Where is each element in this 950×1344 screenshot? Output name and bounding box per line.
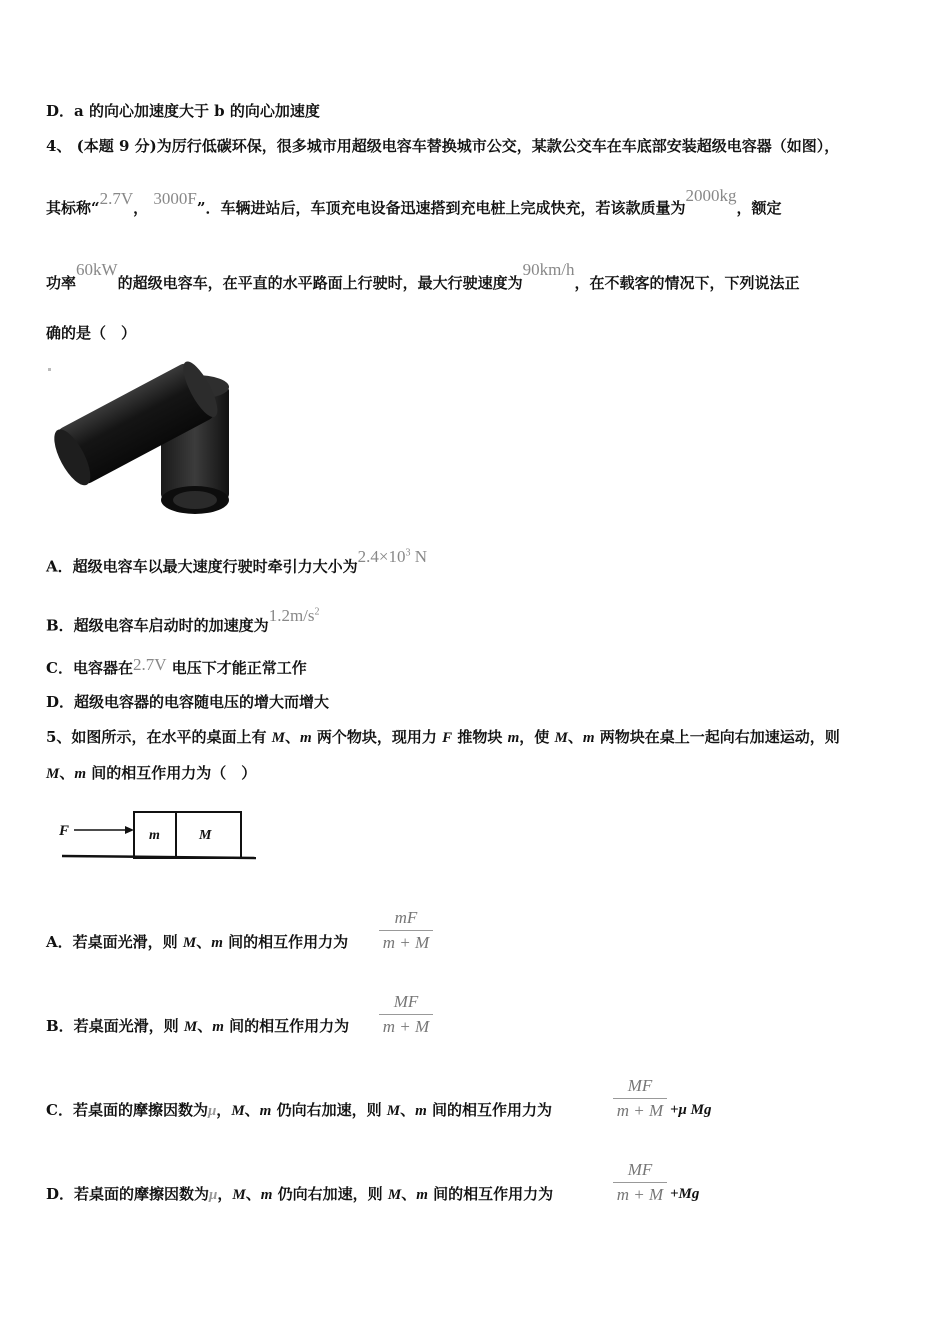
block-m-label: m xyxy=(149,828,160,843)
option-d-q3: D．a 的向心加速度大于 b 的向心加速度 xyxy=(46,102,320,120)
fraction-a: $\frac{mF}{m + M}$ xyxy=(379,906,433,955)
power-value: 60kW xyxy=(76,260,118,279)
q4-option-a: A．超级电容车以最大速度行驶时牵引力大小为$2.4\times 10^3$ N xyxy=(46,546,428,576)
q5-line-2: M、m 间的相互作用力为（ ） xyxy=(46,764,257,782)
fraction-c: $\frac{MF}{m + M}$ xyxy=(613,1074,667,1123)
mass-value: 2000kg xyxy=(685,186,737,205)
capacitance-value: 3000F xyxy=(153,189,197,208)
voltage-value: 2.7V xyxy=(99,189,134,208)
q5-option-b: B．若桌面光滑，则 M、m 间的相互作用力为 xyxy=(46,1017,350,1035)
q4-line-4: 确的是（ ） xyxy=(46,324,137,342)
acceleration-value: $1.2m/s^2$ xyxy=(268,605,320,625)
force-label: F xyxy=(59,823,70,839)
q4-option-c: C．电容器在2.7V 电压下才能正常工作 xyxy=(46,655,307,677)
q4-option-b: B．超级电容车启动时的加速度为$1.2m/s^2$ xyxy=(46,605,320,635)
q5-option-a: A．若桌面光滑，则 M、m 间的相互作用力为 xyxy=(46,933,349,951)
blocks-diagram xyxy=(56,808,261,868)
q4-line-2: 其标称“2.7V， 3000F”．车辆进站后，车顶充电设备迅速搭到充电桩上完成快充，若该款质量为2000kg，额定 xyxy=(46,186,782,217)
block-M-label: M xyxy=(199,828,212,843)
q5-option-c: C．若桌面的摩擦因数为μ，M、m 仍向右加速，则 M、m 间的相互作用力为 xyxy=(46,1101,553,1119)
q4-line-3: 功率60kW的超级电容车，在平直的水平路面上行驶时，最大行驶速度为90km/h，在不载客的情况下，下列说法正 xyxy=(46,260,800,292)
fraction-d-tail: +Mg xyxy=(670,1186,700,1202)
speed-value: 90km/h xyxy=(522,260,575,279)
table-surface xyxy=(62,856,256,858)
fraction-b: $\frac{MF}{m + M}$ xyxy=(379,990,433,1039)
fraction-c-tail: +μ Mg xyxy=(670,1102,712,1118)
arrow-head-icon xyxy=(125,826,134,834)
fraction-d: $\frac{MF}{m + M}$ xyxy=(613,1158,667,1207)
q4-option-d: D．超级电容器的电容随电压的增大而增大 xyxy=(46,693,330,711)
force-value: $2.4\times 10^3$ N xyxy=(357,546,428,566)
q4-line-1: 4、 (本题 9 分)为厉行低碳环保，很多城市用超级电容车替换城市公交，某款公交车在车底部安装超级电容器（如图）， xyxy=(46,137,840,155)
q5-line-1: 5、如图所示，在水平的桌面上有 M、m 两个物块，现用力 F 推物块 m，使 M、m 两物块在桌上一起向右加速运动，则 xyxy=(46,728,840,746)
q5-option-d: D．若桌面的摩擦因数为μ，M、m 仍向右加速，则 M、m 间的相互作用力为 xyxy=(46,1185,554,1203)
supercapacitor-image xyxy=(46,350,236,525)
